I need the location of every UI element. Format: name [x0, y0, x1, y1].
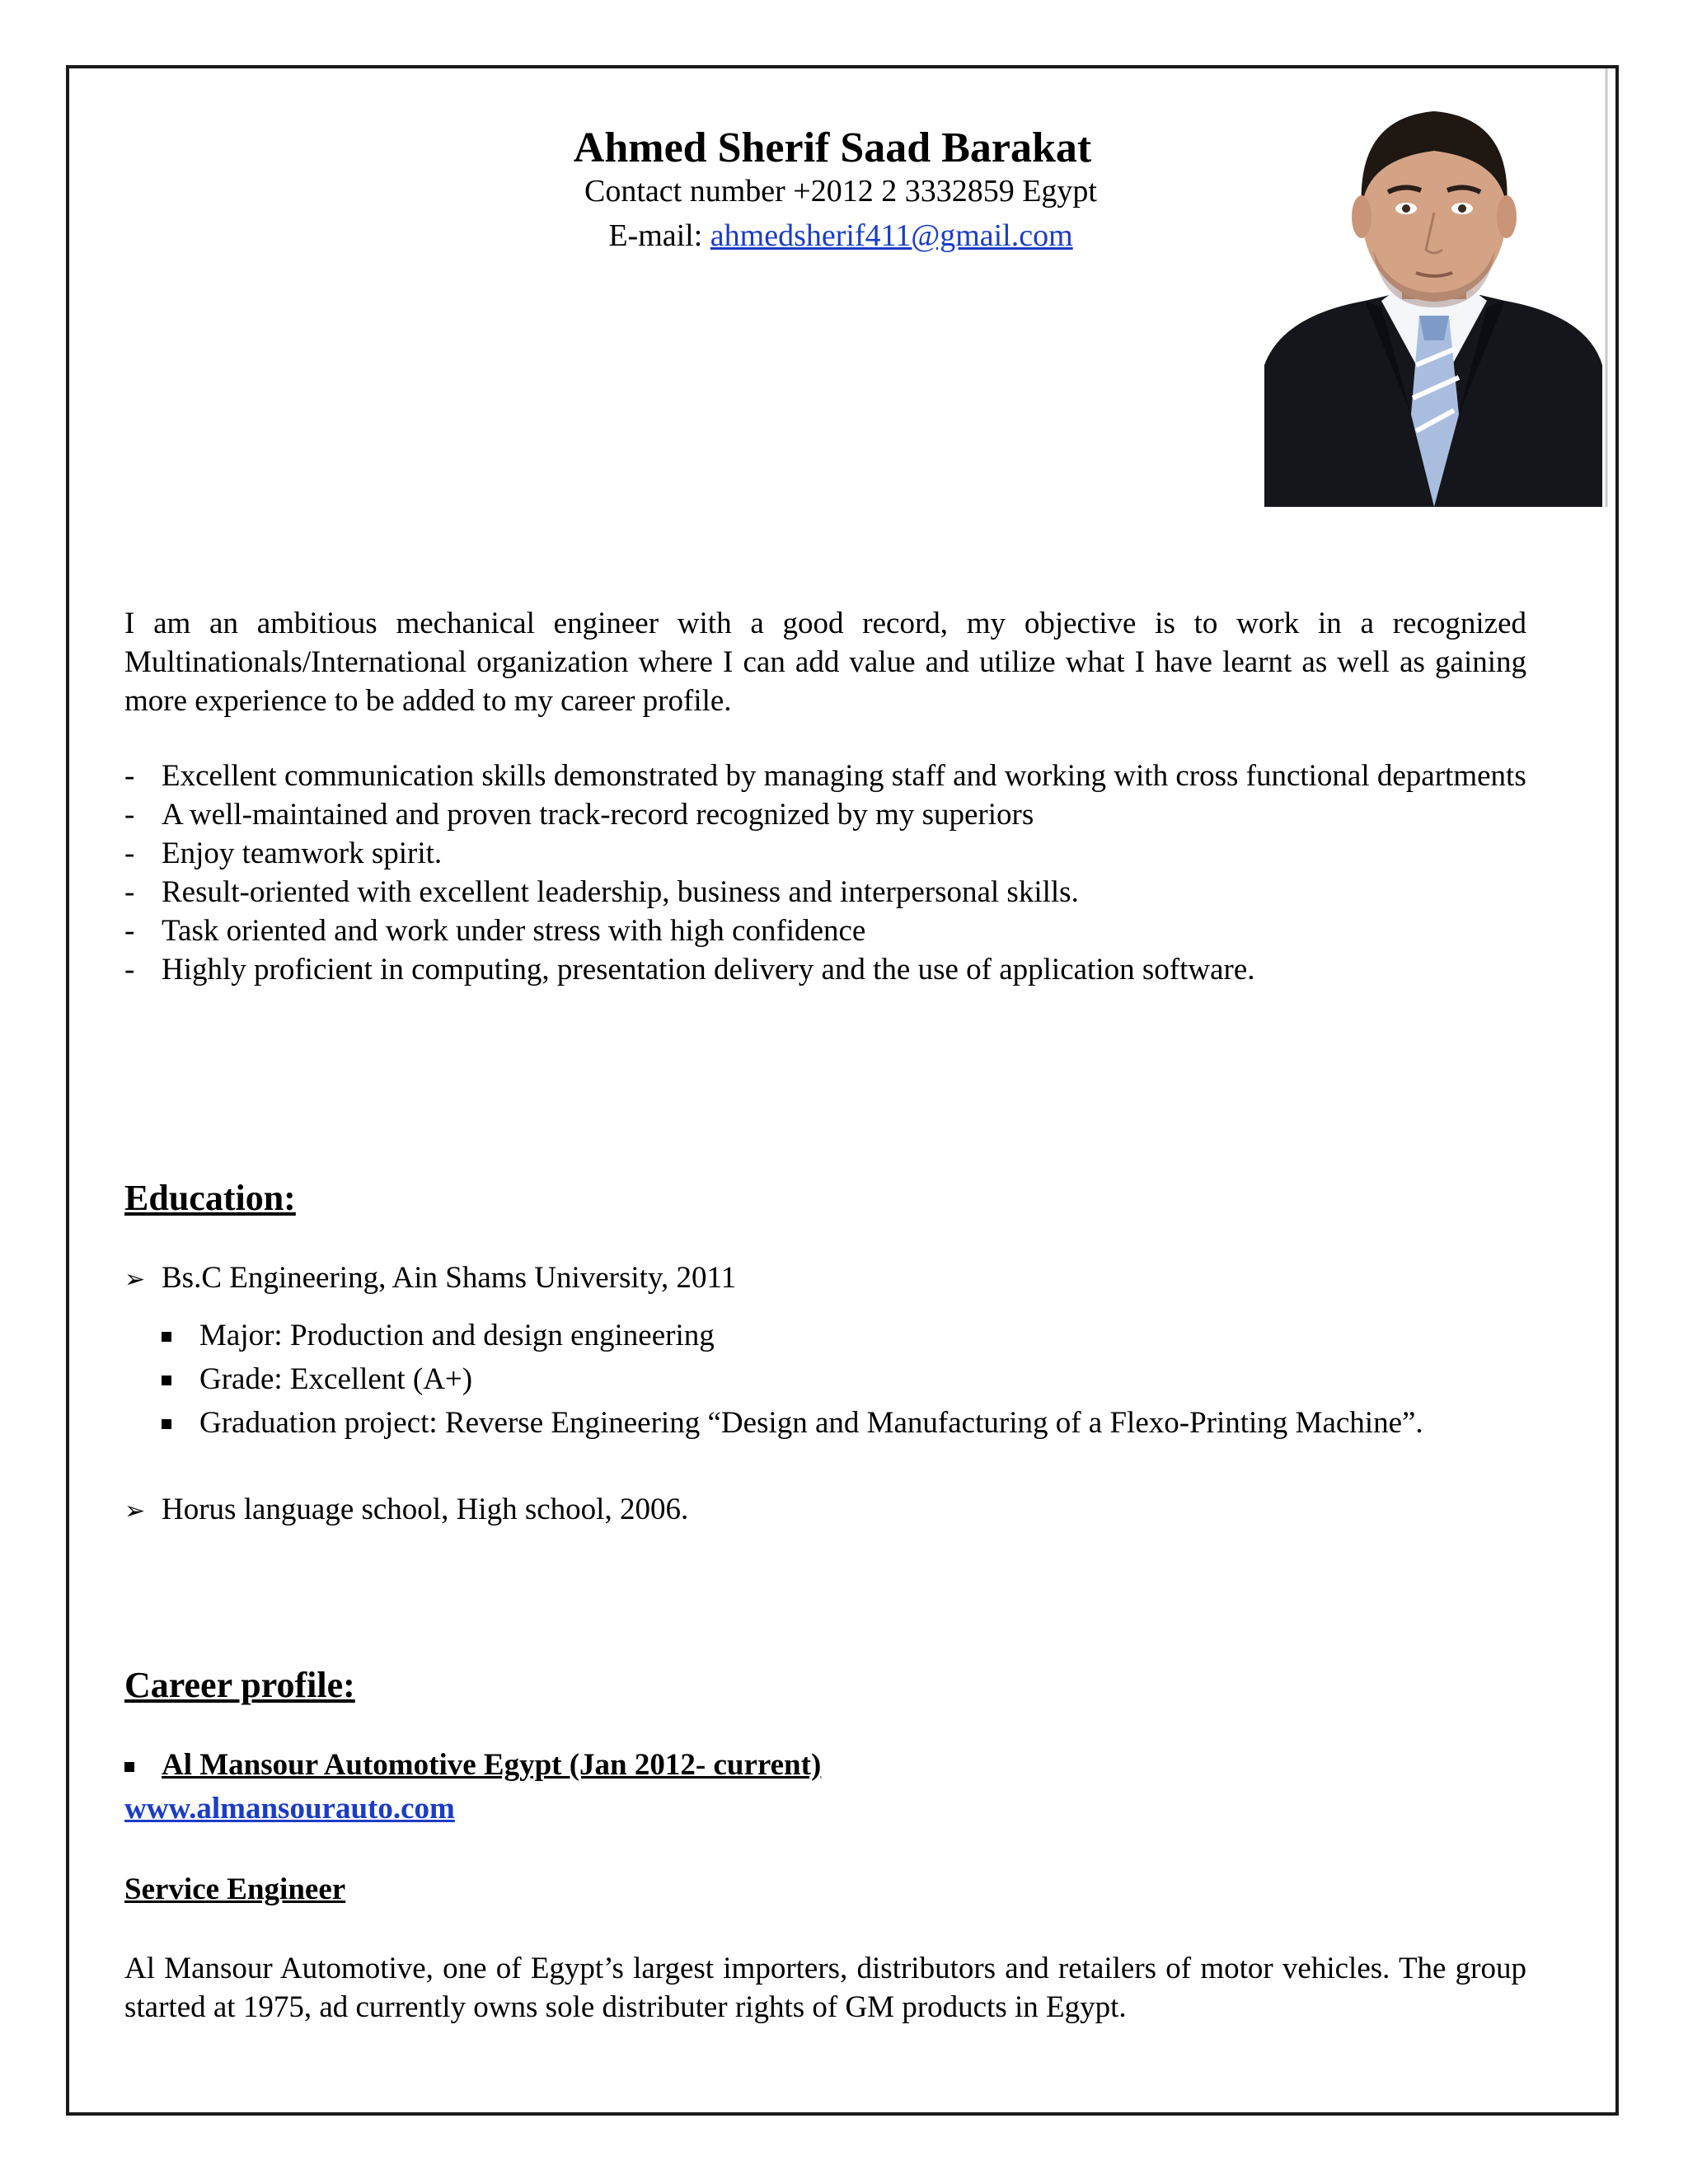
list-item: - A well-maintained and proven track-record recognized by my superiors [124, 795, 1526, 834]
company-website-link[interactable]: www.almansourauto.com [124, 1792, 455, 1825]
list-item: - Enjoy teamwork spirit. [124, 834, 1526, 873]
employer-text: Al Mansour Automotive Egypt (Jan 2012- current) [162, 1748, 822, 1782]
contact-number: Contact number +2012 2 3332859 Egypt [584, 174, 1097, 209]
list-item: Graduation project: Reverse Engineering “Design and Manufacturing of a Flexo-Printing Machine”. [162, 1401, 1526, 1445]
list-item: - Excellent communication skills demonstrated by managing staff and working with cross functional departments [124, 757, 1526, 795]
education-school [124, 1490, 688, 1530]
strengths-list [124, 757, 1526, 989]
list-item: - Task oriented and work under stress with high confidence [124, 912, 1526, 950]
objective-summary: I am an ambitious mechanical engineer with a good record, my objective is to work in a recognized Multinationals/International organization where I can add value and utilize what I have learnt as well as gaining more experience to be added to my career profile. [124, 607, 1526, 718]
job-role: Service Engineer [124, 1872, 346, 1906]
education-details [162, 1314, 1526, 1445]
degree-text: Bs.C Engineering, Ain Shams University, 2011 [162, 1261, 737, 1295]
school-text: Horus language school, High school, 2006. [162, 1493, 689, 1526]
list-item: - Highly proficient in computing, presentation delivery and the use of application software. [124, 950, 1526, 989]
candidate-name: Ahmed Sherif Saad Barakat [573, 124, 1092, 171]
profile-photo [1258, 68, 1611, 507]
list-item: Grade: Excellent (A+) [162, 1357, 1526, 1401]
company-description: Al Mansour Automotive, one of Egypt’s largest importers, distributors and retailers of motor vehicles. The group started at 1975, ad currently owns sole distributer rights of GM products in Egypt. [124, 1952, 1526, 2024]
email-label: E-mail: [608, 218, 710, 253]
education-heading: Education: [124, 1178, 296, 1218]
list-item: Major: Production and design engineering [162, 1314, 1526, 1357]
education-degree [124, 1258, 736, 1299]
arrow-bullet-icon: ➢ [124, 1265, 146, 1294]
arrow-bullet-icon: ➢ [124, 1497, 146, 1526]
email-link[interactable]: ahmedsherif411@gmail.com [710, 218, 1073, 253]
employer-title [124, 1747, 821, 1783]
list-item: - Result-oriented with excellent leadership, business and interpersonal skills. [124, 873, 1526, 912]
career-heading: Career profile: [124, 1665, 355, 1705]
